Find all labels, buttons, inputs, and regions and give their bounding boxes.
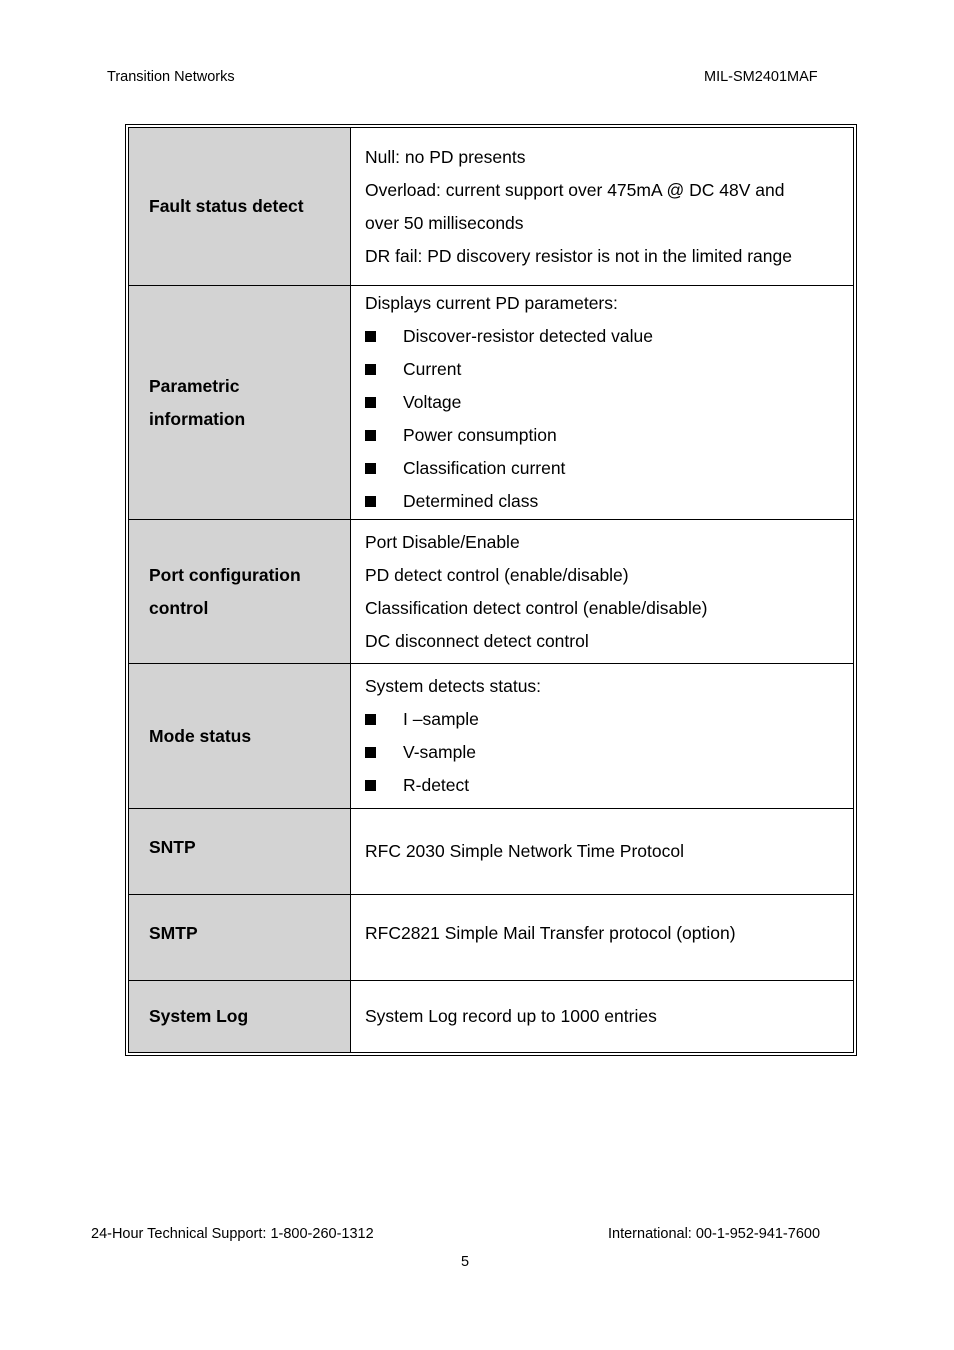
row-label: SNTP <box>129 809 351 895</box>
row-label: Mode status <box>129 664 351 809</box>
list-item: Determined class <box>365 485 853 518</box>
square-bullet-icon <box>365 496 376 507</box>
row-label: Fault status detect <box>129 128 351 286</box>
table-row <box>129 520 854 664</box>
list-item: I –sample <box>365 703 853 736</box>
row-description: RFC2821 Simple Mail Transfer protocol (option) <box>351 895 854 981</box>
row-description: System Log record up to 1000 entries <box>351 981 854 1053</box>
list-item: Classification current <box>365 452 853 485</box>
row-description: Displays current PD parameters: Discover-resistor detected value Current Voltage Power consumption Classification current Determined class <box>351 286 854 520</box>
row-label: Parametric information <box>129 286 351 520</box>
row-label: System Log <box>129 981 351 1053</box>
square-bullet-icon <box>365 714 376 725</box>
square-bullet-icon <box>365 780 376 791</box>
square-bullet-icon <box>365 397 376 408</box>
header-model: MIL-SM2401MAF <box>704 69 818 85</box>
square-bullet-icon <box>365 747 376 758</box>
row-label: Port configuration control <box>129 520 351 664</box>
table-row <box>129 809 854 895</box>
row-description: RFC 2030 Simple Network Time Protocol <box>351 809 854 895</box>
list-item: V-sample <box>365 736 853 769</box>
table-row <box>129 128 854 286</box>
row-description: Port Disable/Enable PD detect control (enable/disable) Classification detect control (enable/disable) DC disconnect detect control <box>351 520 854 664</box>
list-item: Current <box>365 353 853 386</box>
header-company: Transition Networks <box>107 69 235 85</box>
table-row <box>129 664 854 809</box>
row-label: SMTP <box>129 895 351 981</box>
square-bullet-icon <box>365 331 376 342</box>
list-item: Voltage <box>365 386 853 419</box>
table-row <box>129 895 854 981</box>
square-bullet-icon <box>365 463 376 474</box>
row-description: System detects status: I –sample V-sample R-detect <box>351 664 854 809</box>
list-item: Power consumption <box>365 419 853 452</box>
row-description: Null: no PD presents Overload: current support over 475mA @ DC 48V and over 50 milliseconds DR fail: PD discovery resistor is not in the limited range <box>351 128 854 286</box>
footer-support-phone: 24-Hour Technical Support: 1-800-260-1312 <box>91 1226 374 1242</box>
page-number: 5 <box>460 1254 470 1270</box>
table-row <box>129 286 854 520</box>
list-item: Discover-resistor detected value <box>365 320 853 353</box>
footer-international-phone: International: 00-1-952-941-7600 <box>608 1226 821 1242</box>
list-item: R-detect <box>365 769 853 802</box>
square-bullet-icon <box>365 364 376 375</box>
spec-table <box>125 124 857 1056</box>
table-row <box>129 981 854 1053</box>
square-bullet-icon <box>365 430 376 441</box>
